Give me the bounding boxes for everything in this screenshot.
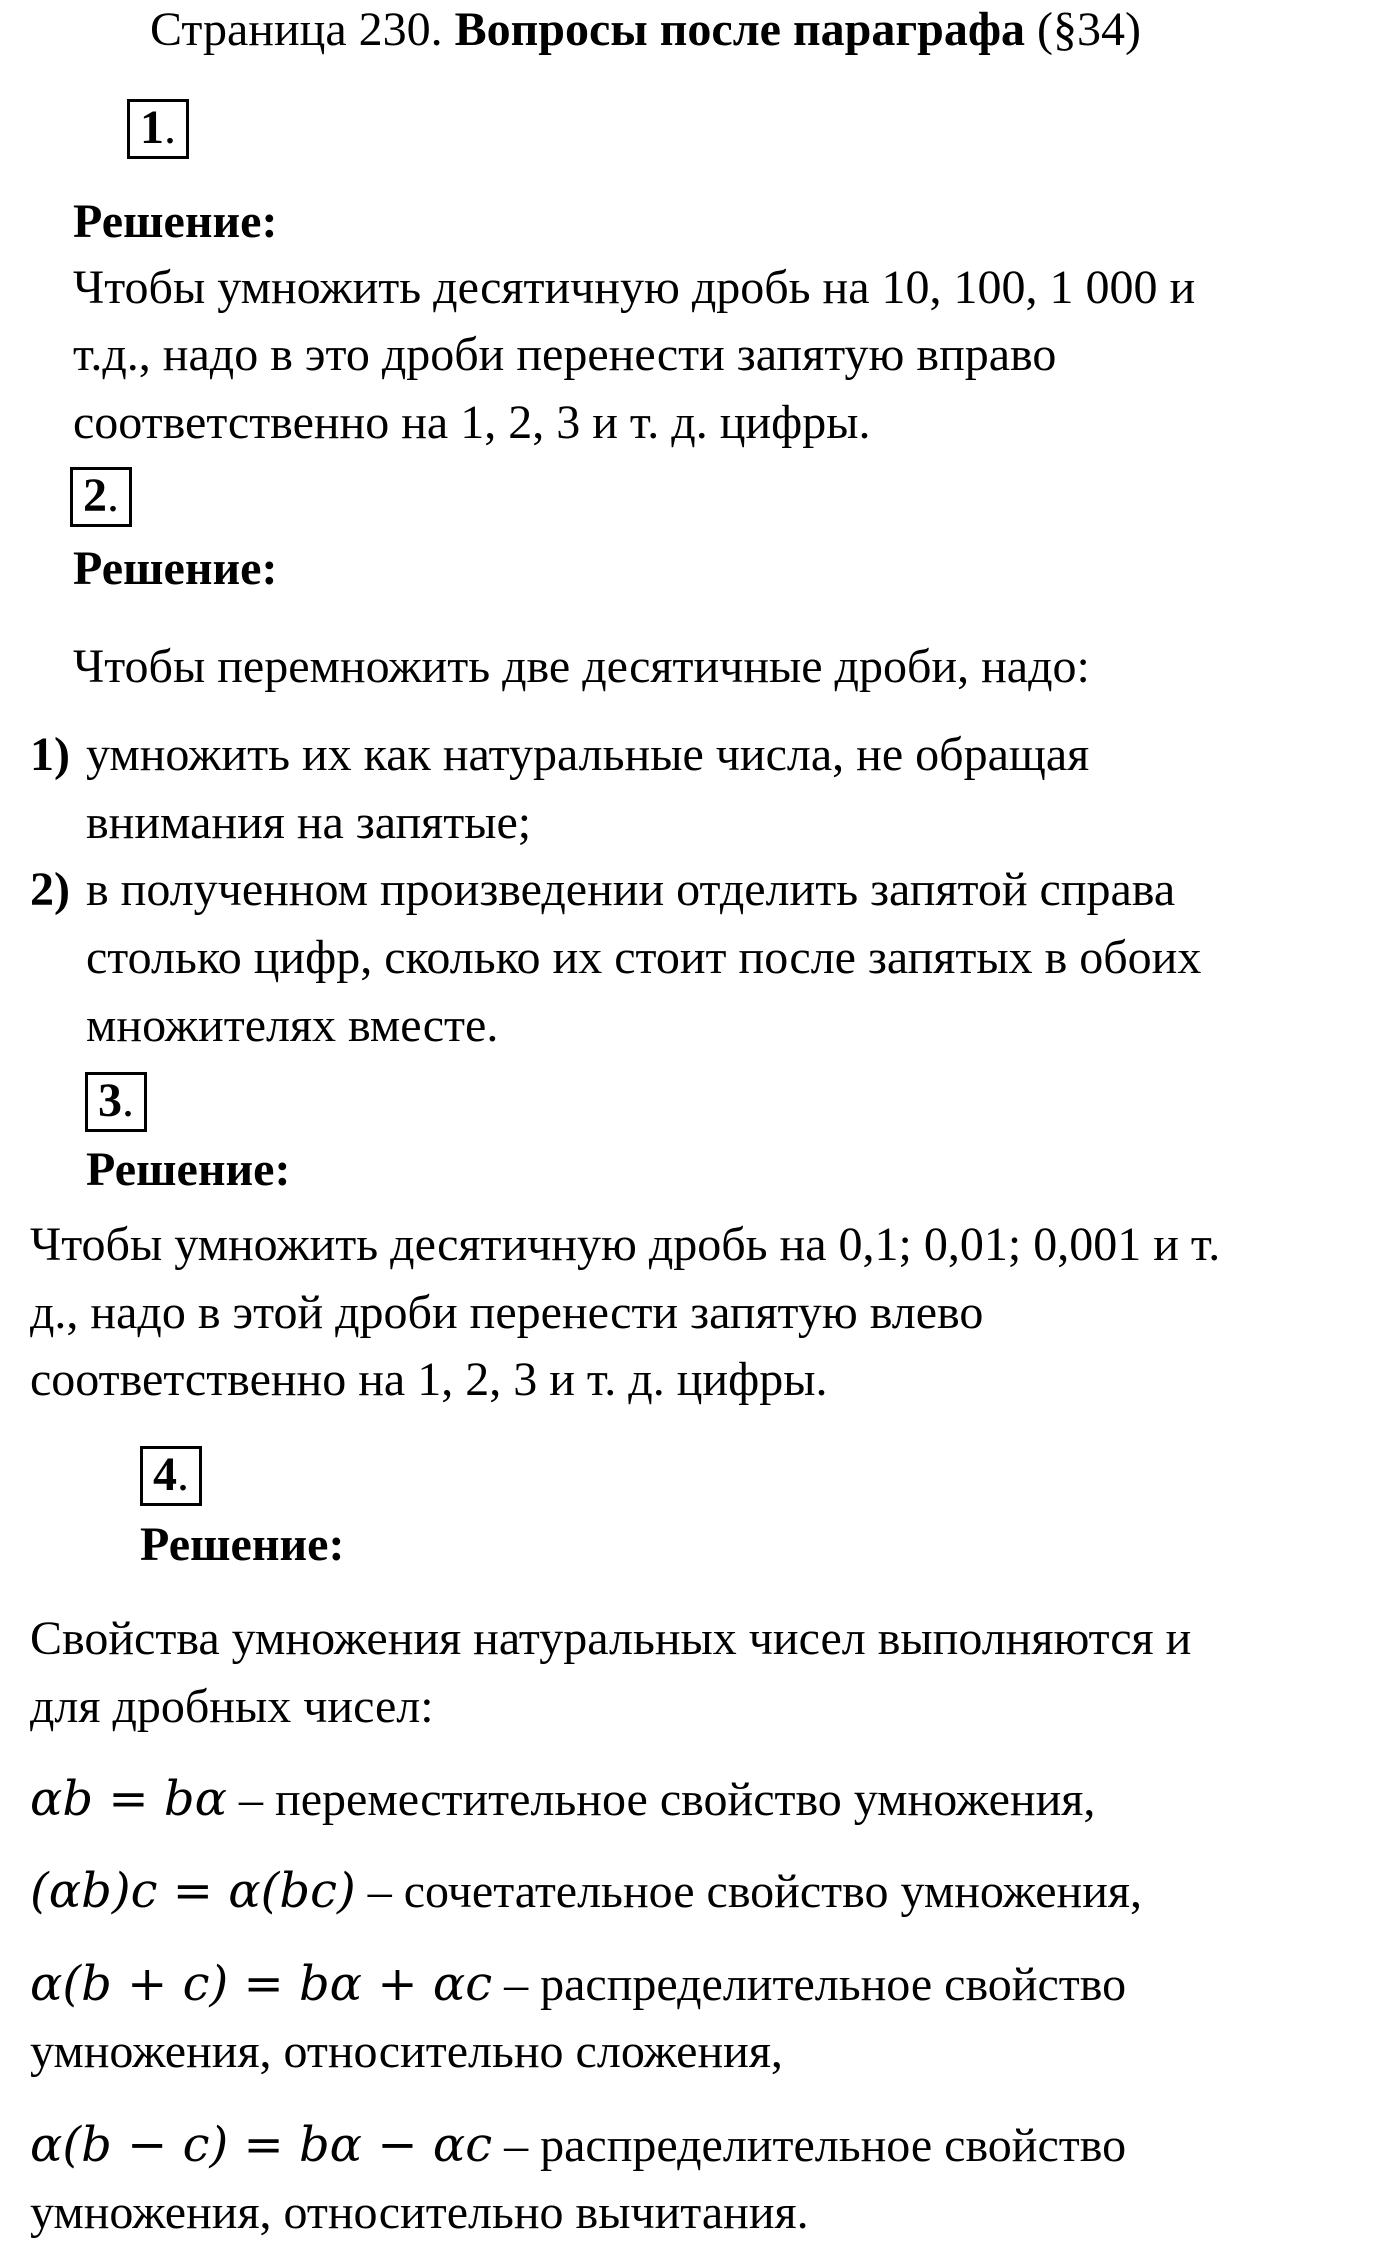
question-number-3: 3. xyxy=(85,1072,147,1132)
q3-text-line-2: д., надо в этой дроби перенести запятую влево xyxy=(30,1286,984,1339)
property-distributive-sub-text-1: – распределительное свойство xyxy=(504,2119,1127,2172)
page-header xyxy=(150,3,1141,56)
question-number-2: 2. xyxy=(70,467,132,527)
q1-text-line-1: Чтобы умножить десятичную дробь на 10, 100, 1 000 и xyxy=(73,261,1196,314)
formula-distributive-add: α(b + c) = bα + αc xyxy=(30,1956,493,2012)
property-associative-text: – сочетательное свойство умножения, xyxy=(367,1865,1142,1918)
q2-item-1-line-2: внимания на запятые; xyxy=(86,796,532,849)
q1-text-line-2: т.д., надо в это дроби перенести запятую вправо xyxy=(73,328,1057,381)
q1-text-line-3: соответственно на 1, 2, 3 и т. д. цифры. xyxy=(73,396,871,449)
property-distributive-sub xyxy=(30,2117,1127,2173)
q2-item-2-line-3: множителях вместе. xyxy=(86,999,499,1052)
q3-text-line-3: соответственно на 1, 2, 3 и т. д. цифры. xyxy=(30,1353,828,1406)
solution-label-4: Решение: xyxy=(140,1518,345,1571)
solution-label-3: Решение: xyxy=(86,1143,291,1196)
q2-item-1-marker: 1) xyxy=(30,728,70,781)
property-distributive-add-text-1: – распределительное свойство xyxy=(504,1958,1127,2011)
property-distributive-sub-text-2: умножения, относительно вычитания. xyxy=(30,2186,809,2239)
property-commutative xyxy=(30,1771,1096,1827)
q2-item-1-line-1: умножить их как натуральные числа, не обращая xyxy=(86,728,1090,781)
property-distributive-add-text-2: умножения, относительно сложения, xyxy=(30,2025,783,2078)
q2-intro: Чтобы перемножить две десятичные дроби, надо: xyxy=(73,640,1090,693)
question-number-4: 4. xyxy=(140,1446,202,1506)
property-commutative-text: – переместительное свойство умножения, xyxy=(239,1773,1096,1826)
q2-item-2-marker: 2) xyxy=(30,863,70,916)
q2-item-2-line-1: в полученном произведении отделить запятой справа xyxy=(86,863,1176,916)
q2-item-2-line-2: столько цифр, сколько их стоит после запятых в обоих xyxy=(86,931,1202,984)
q4-intro-line-2: для дробных чисел: xyxy=(30,1680,434,1733)
q4-intro-line-1: Свойства умножения натуральных чисел выполняются и xyxy=(30,1612,1192,1665)
page-label: Страница 230. xyxy=(150,3,443,56)
property-distributive-add xyxy=(30,1956,1127,2012)
solution-label-2: Решение: xyxy=(73,542,278,595)
solution-label-1: Решение: xyxy=(73,195,278,248)
section-ref: (§34) xyxy=(1037,3,1141,56)
question-number-1: 1. xyxy=(127,99,189,159)
formula-commutative: αb = bα xyxy=(30,1771,228,1827)
formula-distributive-sub: α(b − c) = bα − αc xyxy=(30,2117,493,2173)
property-associative xyxy=(30,1863,1142,1919)
formula-associative: (αb)c = α(bc) xyxy=(30,1863,356,1919)
page-title: Вопросы после параграфа xyxy=(454,3,1026,56)
q3-text-line-1: Чтобы умножить десятичную дробь на 0,1; 0,01; 0,001 и т. xyxy=(30,1218,1221,1271)
